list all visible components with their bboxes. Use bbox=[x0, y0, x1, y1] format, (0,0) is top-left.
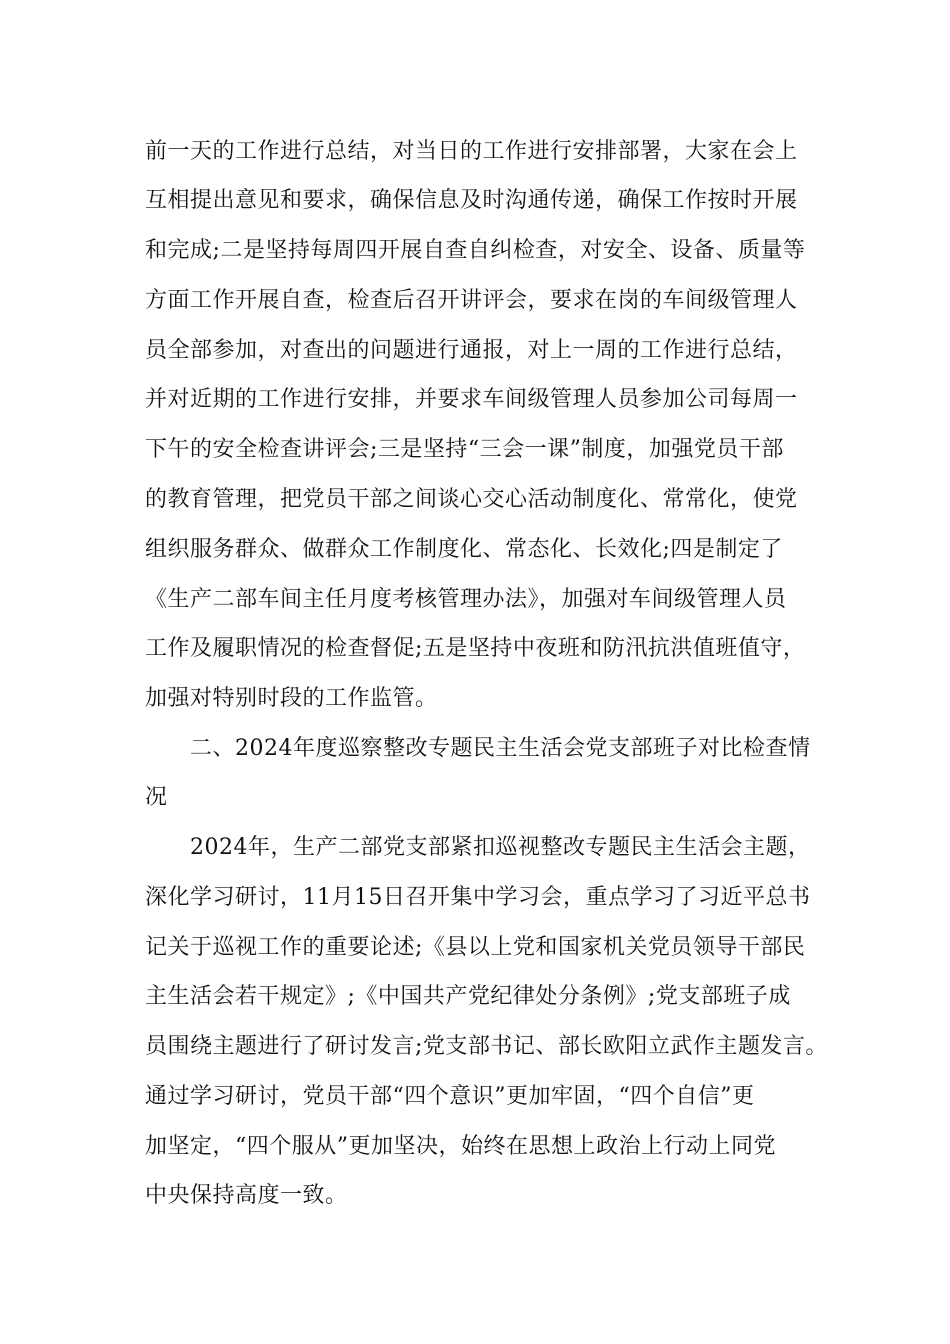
paragraph-line: 加坚定，“四个服从”更加坚决，始终在思想上政治上行动上同党 bbox=[145, 1134, 776, 1159]
paragraph-line: 2024年，生产二部党支部紧扣巡视整改专题民主生活会主题， bbox=[190, 835, 811, 860]
paragraph-line: 下午的安全检查讲评会;三是坚持“三会一课”制度，加强党员干部 bbox=[145, 437, 784, 462]
paragraph-line: 并对近期的工作进行安排，并要求车间级管理人员参加公司每周一 bbox=[145, 387, 798, 412]
paragraph-line: 方面工作开展自查，检查后召开讲评会，要求在岗的车间级管理人 bbox=[145, 288, 798, 313]
paragraph-line: 互相提出意见和要求，确保信息及时沟通传递，确保工作按时开展 bbox=[145, 188, 798, 213]
section-heading-line: 二、2024年度巡察整改专题民主生活会党支部班子对比检查情 bbox=[190, 736, 811, 761]
paragraph-line: 员围绕主题进行了研讨发言;党支部书记、部长欧阳立武作主题发言。 bbox=[145, 1034, 828, 1059]
paragraph-line: 前一天的工作进行总结，对当日的工作进行安排部署，大家在会上 bbox=[145, 139, 798, 164]
paragraph-line: 的教育管理，把党员干部之间谈心交心活动制度化、常常化，使党 bbox=[145, 487, 798, 512]
paragraph-line: 中央保持高度一致。 bbox=[145, 1183, 348, 1208]
paragraph-line: 通过学习研讨，党员干部“四个意识”更加牢固，“四个自信”更 bbox=[145, 1084, 755, 1109]
paragraph-line: 记关于巡视工作的重要论述;《县以上党和国家机关党员领导干部民 bbox=[145, 935, 806, 960]
paragraph-line: 组织服务群众、做群众工作制度化、常态化、长效化;四是制定了 bbox=[145, 537, 783, 562]
paragraph-line: 工作及履职情况的检查督促;五是坚持中夜班和防汛抗洪值班值守， bbox=[145, 636, 806, 661]
paragraph-line: 《生产二部车间主任月度考核管理办法》，加强对车间级管理人员 bbox=[145, 587, 787, 612]
paragraph-line: 深化学习研讨，11月15日召开集中学习会，重点学习了习近平总书 bbox=[145, 885, 811, 910]
paragraph-line: 主生活会若干规定》;《中国共产党纪律处分条例》;党支部班子成 bbox=[145, 984, 791, 1009]
section-heading-line: 况 bbox=[145, 785, 168, 810]
paragraph-line: 和完成;二是坚持每周四开展自查自纠检查，对安全、设备、质量等 bbox=[145, 238, 806, 263]
paragraph-line: 员全部参加，对查出的问题进行通报，对上一周的工作进行总结， bbox=[145, 338, 798, 363]
paragraph-line: 加强对特别时段的工作监管。 bbox=[145, 686, 438, 711]
